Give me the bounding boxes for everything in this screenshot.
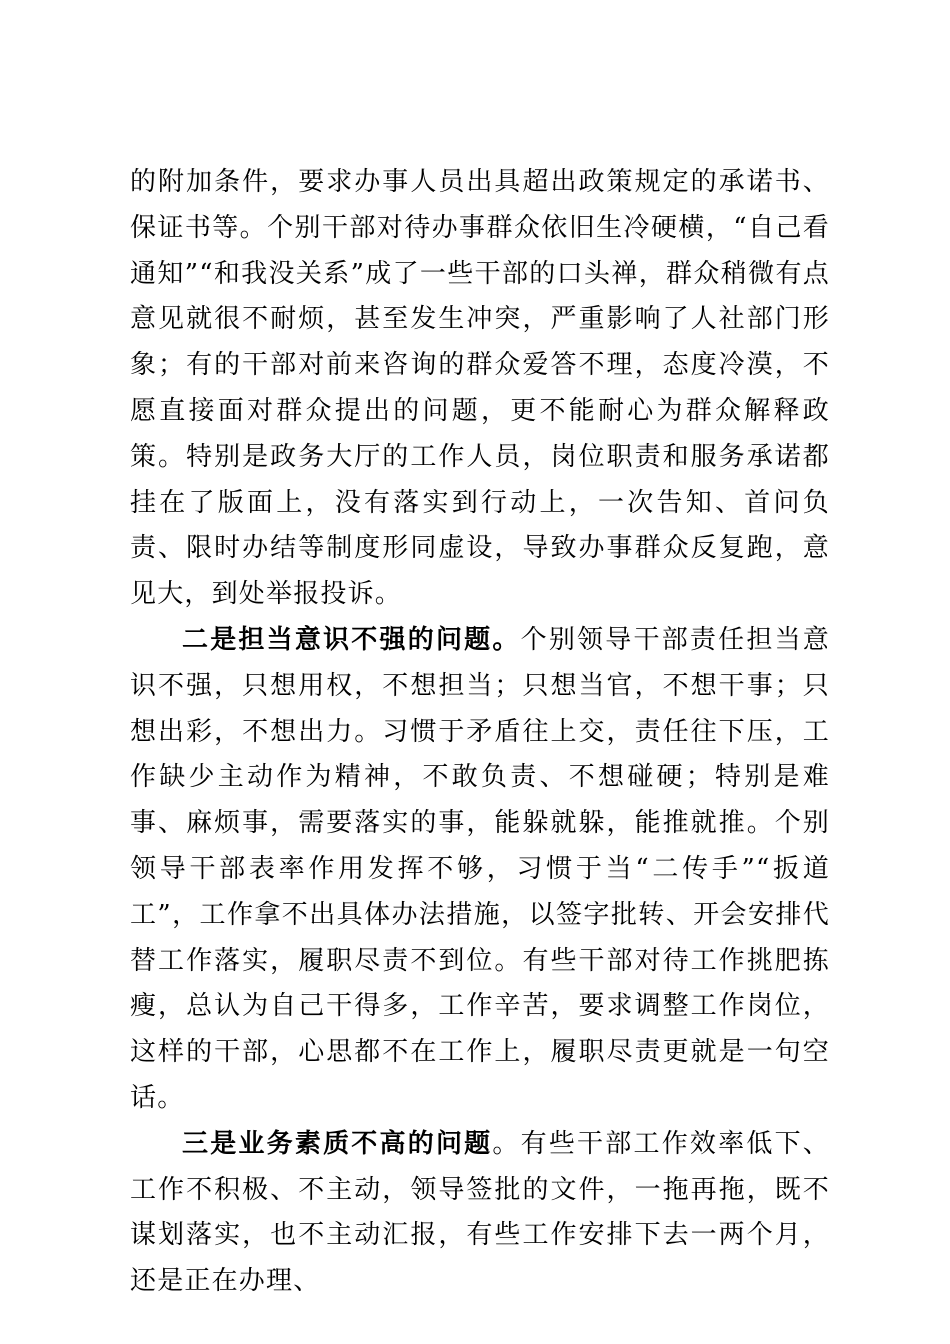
paragraph-1 xyxy=(130,160,830,618)
paragraph-2-text: 个别领导干部责任担当意识不强，只想用权，不想担当；只想当官，不想干事；只想出彩，不想出力。习惯于矛盾往上交，责任往下压，工作缺少主动作为精神，不敢负责、不想碰硬；特别是难事、麻烦事，需要落实的事，能躲就躲，能推就推。个别领导干部表率作用发挥不够，习惯于当“二传手”“扳道工”，工作拿不出具体办法措施，以签字批转、开会安排代替工作落实，履职尽责不到位。有些干部对待工作挑肥拣瘦，总认为自己干得多，工作辛苦，要求调整工作岗位，这样的干部，心思都不在工作上，履职尽责更就是一句空话。 xyxy=(130,624,831,1113)
paragraph-2 xyxy=(130,618,830,1122)
paragraph-3-text: 。有些干部工作效率低下、工作不积极、不主动，领导签批的文件，一拖再拖，既不谋划落实，也不主动汇报，有些工作安排下去一两个月，还是正在办理、 xyxy=(130,1128,831,1297)
document-page xyxy=(130,160,830,1305)
paragraph-3-lead: 三是业务素质不高的问题 xyxy=(182,1128,493,1159)
paragraph-3 xyxy=(130,1122,830,1305)
paragraph-1-text: 的附加条件，要求办事人员出具超出政策规定的承诺书、保证书等。个别干部对待办事群众依旧生冷硬横，“自己看通知”“和我没关系”成了一些干部的口头禅，群众稍微有点意见就很不耐烦，甚至发生冲突，严重影响了人社部门形象；有的干部对前来咨询的群众爱答不理，态度冷漠，不愿直接面对群众提出的问题，更不能耐心为群众解释政策。特别是政务大厅的工作人员，岗位职责和服务承诺都挂在了版面上，没有落实到行动上，一次告知、首问负责、限时办结等制度形同虚设，导致办事群众反复跑，意见大，到处举报投诉。 xyxy=(130,167,830,610)
paragraph-2-lead: 二是担当意识不强的问题。 xyxy=(182,624,521,655)
